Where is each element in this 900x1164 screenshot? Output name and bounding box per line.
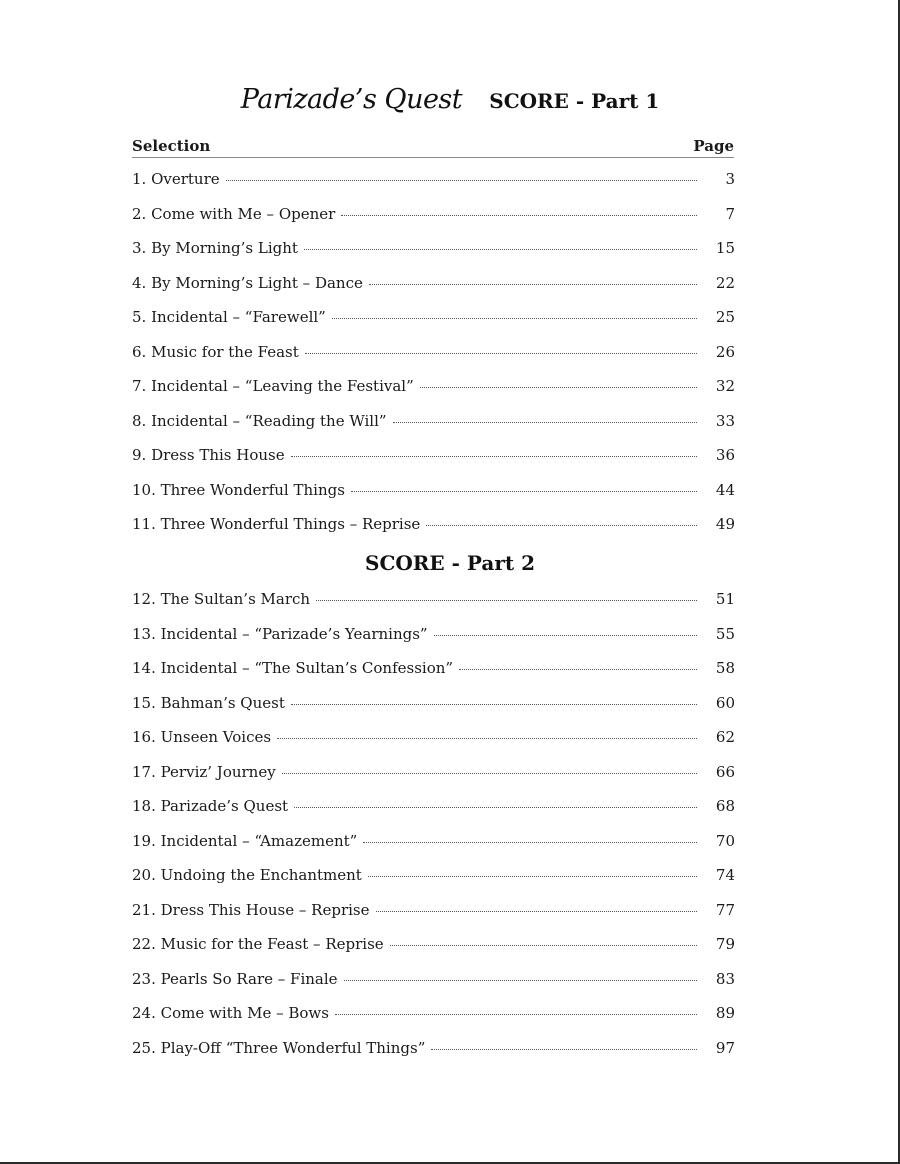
toc-entry-title: 11. Three Wonderful Things – Reprise <box>132 515 421 533</box>
part1-heading: SCORE - Part 1 <box>489 89 660 113</box>
toc-entry-title: 17. Perviz’ Journey <box>132 762 276 781</box>
toc-entry-page: 22 <box>715 273 735 292</box>
toc-entry-title: 12. The Sultan’s March <box>132 590 311 608</box>
toc-entry <box>132 590 735 625</box>
toc-entry-page: 77 <box>715 900 735 919</box>
toc-entry-title: 9. Dress This House <box>132 446 285 464</box>
document-title: Parizade’s Quest <box>240 84 463 115</box>
dot-leader <box>393 422 697 423</box>
toc-entry <box>132 412 735 447</box>
toc-entry <box>132 446 735 481</box>
toc-entry <box>132 625 735 660</box>
toc-entry-title: 6. Music for the Feast <box>132 342 299 361</box>
toc-entry <box>132 308 735 343</box>
toc-entry-title: 16. Unseen Voices <box>132 728 272 746</box>
toc-entry-page: 60 <box>715 693 735 712</box>
toc-entry-title: 20. Undoing the Enchantment <box>132 866 362 884</box>
dot-leader <box>369 284 697 285</box>
toc-entry-page: 83 <box>715 969 735 988</box>
dot-leader <box>291 704 697 705</box>
dot-leader <box>341 215 697 216</box>
toc-entry-page: 33 <box>715 411 735 430</box>
toc-entry <box>132 935 735 970</box>
dot-leader <box>332 318 697 319</box>
dot-leader <box>291 456 697 457</box>
title-row <box>0 84 900 115</box>
part2-toc-list <box>132 590 735 1073</box>
dot-leader <box>351 491 697 492</box>
toc-entry <box>132 239 735 274</box>
dot-leader <box>344 980 697 981</box>
toc-entry-page: 66 <box>715 762 735 781</box>
dot-leader <box>390 945 697 946</box>
toc-entry-title: 25. Play-Off “Three Wonderful Things” <box>132 1038 426 1057</box>
toc-entry-title: 2. Come with Me – Opener <box>132 204 336 223</box>
toc-entry-page: 79 <box>715 935 735 953</box>
toc-entry <box>132 274 735 309</box>
dot-leader <box>316 600 697 601</box>
part2-heading: SCORE - Part 2 <box>365 551 535 575</box>
toc-entry <box>132 797 735 832</box>
toc-entry-title: 1. Overture <box>132 170 220 188</box>
toc-entry <box>132 170 735 205</box>
selection-column-header: Selection <box>132 137 211 155</box>
toc-entry <box>132 694 735 729</box>
toc-entry <box>132 866 735 901</box>
toc-entry-page: 49 <box>715 515 735 533</box>
dot-leader <box>434 635 697 636</box>
toc-entry-page: 15 <box>715 239 735 257</box>
toc-entry-title: 5. Incidental – “Farewell” <box>132 308 326 326</box>
toc-entry-page: 70 <box>715 831 735 850</box>
toc-entry-page: 32 <box>715 377 735 395</box>
dot-leader <box>420 387 697 388</box>
toc-entry <box>132 832 735 867</box>
dot-leader <box>335 1014 697 1015</box>
toc-entry <box>132 481 735 516</box>
toc-entry <box>132 1004 735 1039</box>
dot-leader <box>305 353 697 354</box>
dot-leader <box>304 249 697 250</box>
toc-entry-page: 44 <box>715 480 735 499</box>
toc-entry-title: 22. Music for the Feast – Reprise <box>132 935 384 953</box>
dot-leader <box>282 773 697 774</box>
toc-entry-title: 13. Incidental – “Parizade’s Yearnings” <box>132 624 428 643</box>
toc-entry-title: 19. Incidental – “Amazement” <box>132 831 358 850</box>
toc-entry-page: 58 <box>715 659 735 677</box>
dot-leader <box>426 525 697 526</box>
toc-entry-page: 89 <box>715 1004 735 1022</box>
toc-entry-page: 26 <box>715 342 735 361</box>
toc-entry <box>132 728 735 763</box>
toc-entry-title: 14. Incidental – “The Sultan’s Confession” <box>132 659 454 677</box>
dot-leader <box>226 180 697 181</box>
part1-toc-list <box>132 170 735 550</box>
dot-leader <box>277 738 697 739</box>
toc-entry <box>132 1039 735 1074</box>
toc-entry <box>132 205 735 240</box>
toc-entry-page: 62 <box>715 728 735 746</box>
column-header-row <box>132 137 734 158</box>
dot-leader <box>431 1049 697 1050</box>
toc-entry-title: 24. Come with Me – Bows <box>132 1004 329 1022</box>
toc-entry <box>132 659 735 694</box>
toc-entry-page: 7 <box>725 204 735 223</box>
toc-entry-page: 3 <box>725 170 735 188</box>
toc-entry <box>132 970 735 1005</box>
page-column-header: Page <box>693 137 734 155</box>
toc-entry <box>132 377 735 412</box>
dot-leader <box>459 669 697 670</box>
dot-leader <box>368 876 697 877</box>
toc-entry <box>132 515 735 550</box>
toc-entry-title: 4. By Morning’s Light – Dance <box>132 273 363 292</box>
dot-leader <box>363 842 697 843</box>
toc-entry-page: 36 <box>715 446 735 464</box>
toc-entry-title: 3. By Morning’s Light <box>132 239 298 257</box>
dot-leader <box>376 911 698 912</box>
toc-entry <box>132 763 735 798</box>
toc-entry-page: 25 <box>715 308 735 326</box>
toc-entry <box>132 901 735 936</box>
dot-leader <box>294 807 697 808</box>
toc-entry-page: 68 <box>715 797 735 815</box>
toc-entry-page: 51 <box>715 590 735 608</box>
toc-entry <box>132 343 735 378</box>
toc-entry-page: 74 <box>715 866 735 884</box>
toc-entry-title: 15. Bahman’s Quest <box>132 693 285 712</box>
toc-entry-title: 18. Parizade’s Quest <box>132 797 289 815</box>
toc-entry-title: 8. Incidental – “Reading the Will” <box>132 411 387 430</box>
toc-entry-page: 97 <box>715 1038 735 1057</box>
toc-entry-title: 10. Three Wonderful Things <box>132 480 345 499</box>
toc-entry-page: 55 <box>715 624 735 643</box>
toc-entry-title: 23. Pearls So Rare – Finale <box>132 969 338 988</box>
toc-entry-title: 7. Incidental – “Leaving the Festival” <box>132 377 414 395</box>
toc-entry-title: 21. Dress This House – Reprise <box>132 900 370 919</box>
